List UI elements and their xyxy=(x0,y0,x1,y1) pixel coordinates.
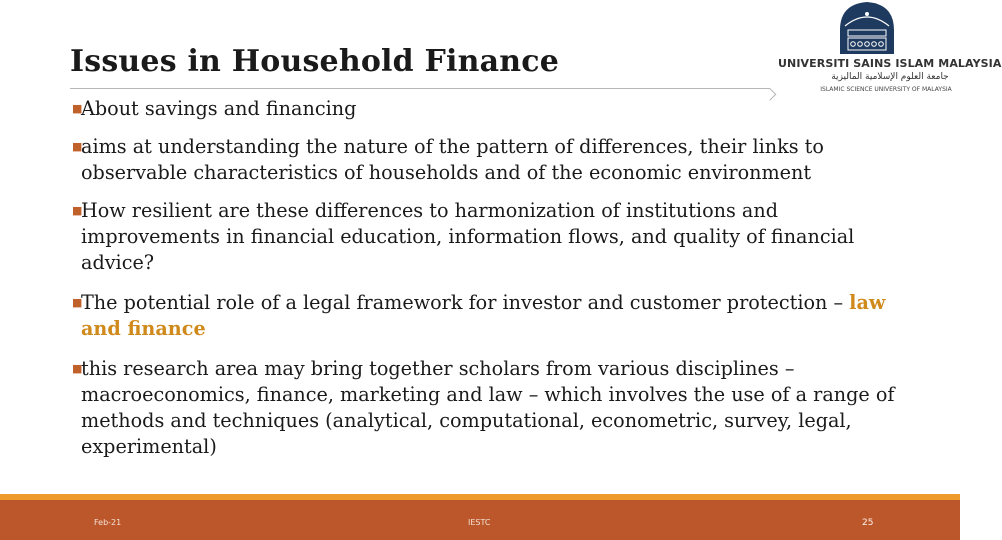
bullet-item xyxy=(72,96,902,122)
footer-date: Feb-21 xyxy=(94,518,122,527)
square-bullet-icon: ■ xyxy=(72,296,83,309)
bullet-item xyxy=(72,198,902,276)
bullet-list xyxy=(72,96,902,460)
square-bullet-icon: ■ xyxy=(72,362,83,375)
square-bullet-icon: ■ xyxy=(72,204,83,217)
footer-center-text: IESTC xyxy=(468,518,491,527)
logo-dome-icon xyxy=(836,0,898,56)
bullet-text: The potential role of a legal framework for investor and customer protection – xyxy=(81,291,850,314)
bullet-text: aims at understanding the nature of the pattern of differences, their links to observable characteristics of households and of the economic environment xyxy=(81,135,824,184)
bullet-text: this research area may bring together scholars from various disciplines – macroeconomics, finance, marketing and law – which involves the use of a range of methods and techniques (analytical, computational, econometric, survey, legal, experimental) xyxy=(81,357,895,458)
slide-title: Issues in Household Finance xyxy=(70,44,559,79)
logo-university-name: UNIVERSITI SAINS ISLAM MALAYSIA xyxy=(778,57,1002,70)
title-divider xyxy=(70,88,770,89)
logo-english-subtitle: ISLAMIC SCIENCE UNIVERSITY OF MALAYSIA xyxy=(820,86,952,93)
highlighted-term: law and finance xyxy=(81,291,886,340)
square-bullet-icon: ■ xyxy=(72,140,83,153)
bullet-item xyxy=(72,134,902,186)
square-bullet-icon: ■ xyxy=(72,102,83,115)
university-logo xyxy=(778,0,1002,96)
logo-arabic-name: جامعة العلوم الإسلامية الماليزية xyxy=(831,72,949,82)
bullet-text: How resilient are these differences to harmonization of institutions and improvements in financial education, information flows, and quality of financial advice? xyxy=(81,199,855,274)
bullet-item xyxy=(72,290,902,342)
bullet-item xyxy=(72,356,902,460)
slide-number: 25 xyxy=(862,518,874,528)
bullet-text: About savings and financing xyxy=(81,97,357,120)
